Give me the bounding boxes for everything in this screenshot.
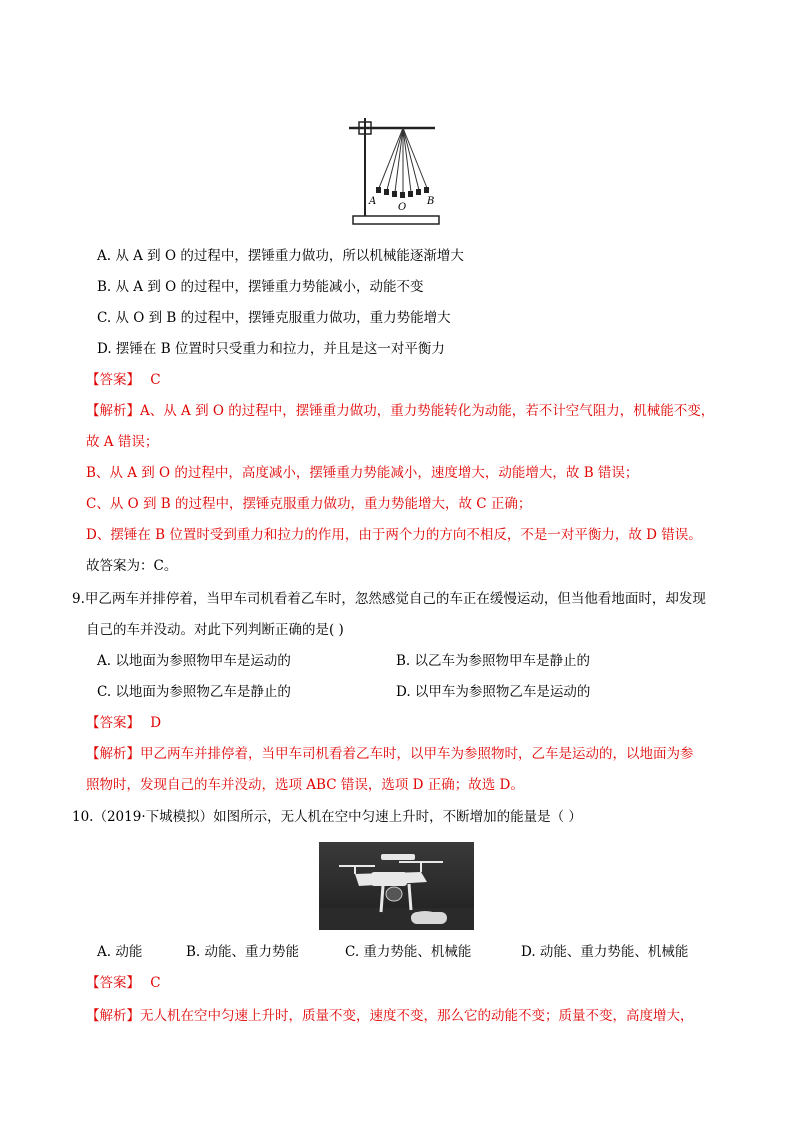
q8-conclusion: 故答案为：C。 <box>86 558 178 574</box>
answer-value: C <box>150 975 161 991</box>
q10-option-b: B. 动能、重力势能 <box>186 944 300 960</box>
q10-option-c: C. 重力势能、机械能 <box>345 944 472 960</box>
pendulum-figure <box>345 108 445 230</box>
drone-photo <box>319 842 474 930</box>
answer-label: 【答案】 <box>86 975 140 991</box>
answer-label: 【答案】 <box>86 372 140 388</box>
figure-label-a: A <box>369 196 377 207</box>
q9-analysis-line-2: 照物时，发现自己的车并没动，选项 ABC 错误，选项 D 正确；故选 D。 <box>86 777 524 793</box>
q10-option-d: D. 动能、重力势能、机械能 <box>521 944 689 960</box>
figure-label-b: B <box>427 196 435 207</box>
answer-label: 【答案】 <box>86 715 140 731</box>
analysis-label: 【解析】 <box>86 746 140 762</box>
q9-option-b: B. 以乙车为参照物甲车是静止的 <box>396 653 591 669</box>
q8-option-c: C. 从 O 到 B 的过程中，摆锤克服重力做功，重力势能增大 <box>97 310 451 326</box>
q9-option-d: D. 以甲车为参照物乙车是运动的 <box>396 684 591 700</box>
q10-answer <box>86 973 161 993</box>
q8-option-d: D. 摆锤在 B 位置时只受重力和拉力，并且是这一对平衡力 <box>97 341 445 357</box>
q8-analysis-line-3: B、从 A 到 O 的过程中，高度减小，摆锤重力势能减小，速度增大，动能增大，故 B 错误； <box>86 465 639 481</box>
analysis-label: 【解析】 <box>86 403 140 419</box>
q10-analysis-line-1: 【解析】无人机在空中匀速上升时，质量不变，速度不变，那么它的动能不变；质量不变，高度增大， <box>86 1008 694 1024</box>
q8-analysis-line-2: 故 A 错误； <box>86 434 159 450</box>
q8-option-b: B. 从 A 到 O 的过程中，摆锤重力势能减小，动能不变 <box>97 279 424 295</box>
q10-stem: 10.（2019·下城模拟）如图所示，无人机在空中匀速上升时，不断增加的能量是（ ） <box>72 809 582 825</box>
analysis-label: 【解析】 <box>86 1008 140 1024</box>
q9-answer <box>86 713 161 733</box>
pendulum-base <box>353 216 439 224</box>
pendulum-strings <box>379 128 427 193</box>
q9-option-a: A. 以地面为参照物甲车是运动的 <box>97 653 291 669</box>
q9-stem-line-2: 自己的车并没动。对此下列判断正确的是( ) <box>86 622 344 638</box>
q8-analysis-line-1: 【解析】A、从 A 到 O 的过程中，摆锤重力做功，重力势能转化为动能，若不计空气阻力，机械能不变， <box>86 403 715 419</box>
answer-value: C <box>150 372 161 388</box>
q8-option-a: A. 从 A 到 O 的过程中，摆锤重力做功，所以机械能逐渐增大 <box>97 248 464 264</box>
q9-analysis-line-1: 【解析】甲乙两车并排停着，当甲车司机看着乙车时，以甲车为参照物时，乙车是运动的，以地面为参 <box>86 746 694 762</box>
q9-stem-line-1: 9.甲乙两车并排停着，当甲车司机看着乙车时，忽然感觉自己的车正在缓慢运动，但当他看地面时，却发现 <box>72 591 706 607</box>
figure-label-o: O <box>398 202 407 213</box>
q8-answer <box>86 370 161 390</box>
q8-analysis-line-5: D、摆锤在 B 位置时受到重力和拉力的作用，由于两个力的方向不相反，不是一对平衡力，故 D 错误。 <box>86 527 702 543</box>
answer-value: D <box>150 715 162 731</box>
q8-analysis-line-4: C、从 O 到 B 的过程中，摆锤克服重力做功，重力势能增大，故 C 正确； <box>86 496 532 512</box>
q9-option-c: C. 以地面为参照物乙车是静止的 <box>97 684 291 700</box>
q10-option-a: A. 动能 <box>97 944 143 960</box>
